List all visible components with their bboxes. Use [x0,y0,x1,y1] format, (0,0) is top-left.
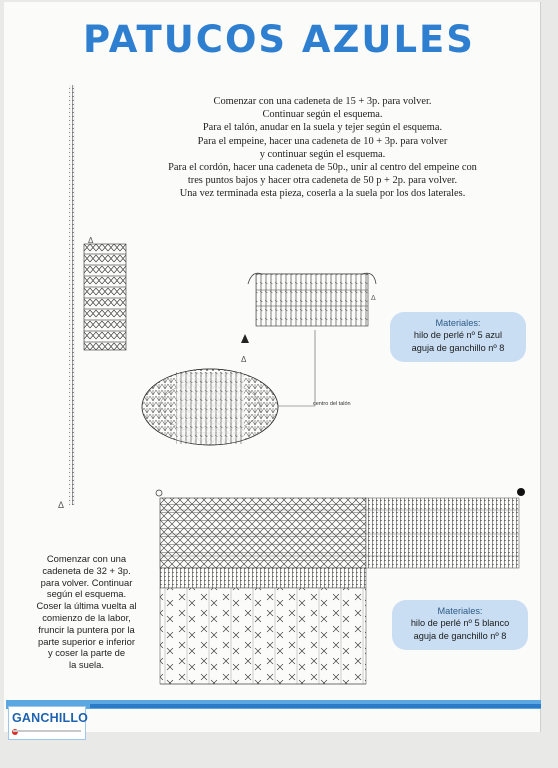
instruction-line: comienzo de la labor, [42,611,131,623]
instruction-line: cadeneta de 32 + 3p. [42,564,131,576]
instruction-line: Comenzar con una [46,553,127,564]
intro-line: Para el talón, anudar en la suela y tejer según el esquema. [202,122,443,134]
logo-text: GANCHILLO [12,711,89,725]
materials-thread: hilo de perlé nº 5 azul [413,330,503,341]
centro-del-talon-label: centro del talón [313,401,351,407]
footer-band-accent [90,704,541,708]
intro-line: tres puntos bajos y hacer otra cadeneta de 50 p + 2p. para volver. [187,175,458,187]
svg-text:Δ: Δ [241,355,247,364]
instruction-line: fruncir la puntera por la [38,623,135,635]
ganchillo-logo [8,706,89,740]
materials-bottom [392,600,528,650]
instruction-line: y coser la parte de [47,647,126,659]
instruction-line: Coser la última vuelta al [36,600,137,612]
intro-line: y continuar según el esquema. [259,148,386,160]
svg-text:Δ: Δ [371,295,376,302]
logo-underline [13,730,81,732]
intro-line: Comenzar con una cadeneta de 15 + 3p. para volver. [213,96,432,107]
instruction-line: parte superior e inferior [38,635,135,647]
body-instructions [24,553,149,671]
svg-text:Δ: Δ [58,500,65,510]
materials-heading: Materiales: [437,606,483,616]
materials-thread: hilo de perlé nº 5 blanco [410,618,510,629]
intro-line: Para el empeine, hacer una cadeneta de 10 + 3p. para volver [197,135,448,147]
intro-line: Continuar según el esquema. [262,109,383,121]
materials-heading: Materiales: [435,318,481,328]
page-title: PATUCOS AZULES [83,18,475,61]
instruction-line: la suela. [69,659,104,671]
materials-hook: aguja de ganchillo nº 8 [411,342,505,353]
instruction-line: para volver. Continuar [40,576,133,588]
materials-hook: aguja de ganchillo nº 8 [413,630,507,641]
materials-top [390,312,526,362]
intro-line: Una vez terminada esta pieza, coserla a la suela por los dos laterales. [179,188,466,200]
instruction-line: según el esquema. [46,588,127,600]
intro-line: Para el cordón, hacer una cadeneta de 50p., unir al centro del empeine con [168,162,477,174]
svg-text:Δ: Δ [88,236,94,245]
